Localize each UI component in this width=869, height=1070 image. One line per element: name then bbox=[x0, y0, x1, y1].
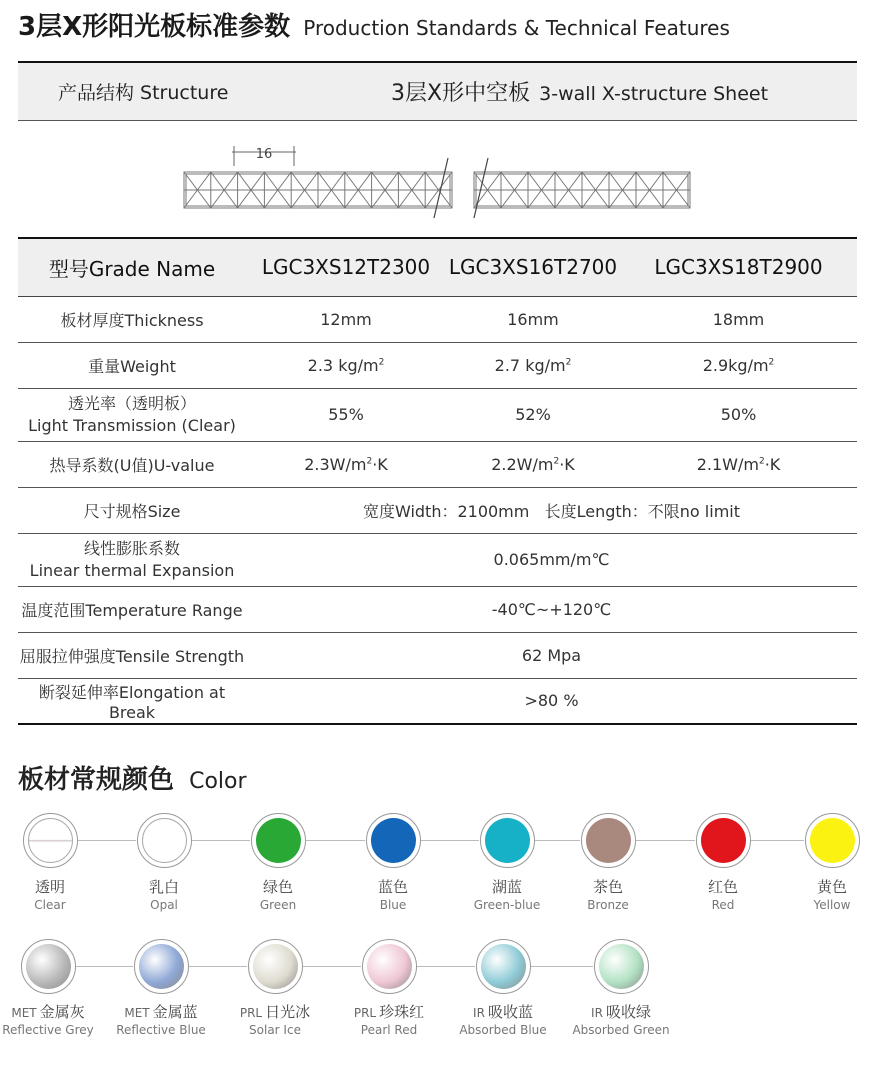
swatch-connector bbox=[531, 966, 593, 967]
structure-label: 产品结构 Structure bbox=[58, 82, 229, 104]
thickness-value-3: 18mm bbox=[620, 296, 857, 342]
elongation-label: 断裂延伸率Elongation at Break bbox=[18, 678, 246, 724]
uvalue-value-1 bbox=[246, 441, 446, 487]
swatch-connector bbox=[417, 966, 475, 967]
uvalue-text-3: 2.1W/m bbox=[696, 454, 759, 474]
color-label-en: Reflective Grey bbox=[2, 1023, 94, 1037]
row-size bbox=[18, 487, 857, 533]
uvalue-label: 热导系数(U值)U-value bbox=[18, 441, 246, 487]
swatch-connector bbox=[78, 840, 136, 841]
color-swatch bbox=[581, 813, 636, 868]
swatch-connector bbox=[76, 966, 133, 967]
row-thickness bbox=[18, 296, 857, 342]
color-swatch bbox=[248, 939, 303, 994]
color-label-cn: 茶色 bbox=[592, 878, 623, 896]
weight-label: 重量Weight bbox=[18, 342, 246, 388]
weight-text-2: 2.7 kg/m bbox=[494, 355, 566, 375]
color-label-cn: PRL 珍珠红 bbox=[353, 1003, 425, 1021]
color-swatch-fill bbox=[256, 818, 301, 863]
color-swatch-fill bbox=[139, 944, 184, 989]
color-label-en: Absorbed Blue bbox=[459, 1023, 547, 1037]
color-label-cn: MET 金属灰 bbox=[11, 1003, 85, 1021]
color-swatch bbox=[251, 813, 306, 868]
color-label-cn: PRL 日光冰 bbox=[239, 1003, 311, 1021]
color-label-en: Reflective Blue bbox=[116, 1023, 206, 1037]
transmission-label-en: Light Transmission (Clear) bbox=[28, 415, 236, 435]
transmission-value-3: 50% bbox=[620, 388, 857, 441]
thickness-value-1: 12mm bbox=[246, 296, 446, 342]
color-label-cn: 黄色 bbox=[816, 878, 847, 896]
cross-section-diagram bbox=[170, 136, 710, 226]
color-swatch bbox=[366, 813, 421, 868]
color-label-en: Opal bbox=[150, 898, 178, 912]
color-swatch bbox=[805, 813, 860, 868]
color-label-en: Absorbed Green bbox=[572, 1023, 670, 1037]
color-swatch-fill bbox=[810, 818, 855, 863]
swatch-connector bbox=[306, 840, 365, 841]
color-swatch-fill bbox=[367, 944, 412, 989]
color-title-cn: 板材常规颜色 bbox=[18, 765, 175, 795]
color-label-en: Red bbox=[711, 898, 735, 912]
transmission-label bbox=[18, 388, 246, 441]
color-swatch-fill bbox=[599, 944, 644, 989]
color-label-en: Clear bbox=[34, 898, 66, 912]
color-title-en: Color bbox=[189, 769, 247, 794]
row-temperature bbox=[18, 586, 857, 632]
color-label-prefix: IR bbox=[473, 1006, 485, 1020]
transmission-value-1: 55% bbox=[246, 388, 446, 441]
swatch-connector bbox=[189, 966, 247, 967]
color-label-en: Bronze bbox=[587, 898, 629, 912]
weight-sup-1: 2 bbox=[378, 357, 385, 368]
row-transmission bbox=[18, 388, 857, 441]
row-tensile bbox=[18, 632, 857, 678]
uvalue-suffix-1: ·K bbox=[372, 454, 388, 474]
swatch-connector bbox=[535, 840, 580, 841]
color-swatch-fill bbox=[28, 818, 73, 863]
color-swatch bbox=[23, 813, 78, 868]
expansion-value: 0.065mm/m℃ bbox=[246, 533, 857, 586]
color-swatch-fill bbox=[371, 818, 416, 863]
weight-value-1 bbox=[246, 342, 446, 388]
color-label-cn: 蓝色 bbox=[377, 878, 408, 896]
transmission-value-2: 52% bbox=[446, 388, 620, 441]
uvalue-text-2: 2.2W/m bbox=[491, 454, 554, 474]
uvalue-value-2 bbox=[446, 441, 620, 487]
color-label-prefix: MET bbox=[124, 1006, 150, 1020]
expansion-label-en: Linear thermal Expansion bbox=[29, 560, 235, 580]
weight-text-1: 2.3 kg/m bbox=[307, 355, 379, 375]
thickness-label: 板材厚度Thickness bbox=[18, 296, 246, 342]
table-header-row bbox=[18, 238, 857, 296]
row-weight bbox=[18, 342, 857, 388]
thickness-value-2: 16mm bbox=[446, 296, 620, 342]
row-elongation bbox=[18, 678, 857, 724]
temperature-label: 温度范围Temperature Range bbox=[18, 586, 246, 632]
weight-text-3: 2.9kg/m bbox=[702, 355, 769, 375]
color-label-cn: IR 吸收蓝 bbox=[473, 1003, 533, 1021]
color-label-en: Pearl Red bbox=[360, 1023, 418, 1037]
color-label-en: Yellow bbox=[813, 898, 851, 912]
elongation-value: >80 % bbox=[246, 678, 857, 724]
temperature-value: -40℃~+120℃ bbox=[246, 586, 857, 632]
weight-sup-2: 2 bbox=[565, 357, 572, 368]
color-label bbox=[762, 876, 869, 912]
uvalue-suffix-2: ·K bbox=[559, 454, 575, 474]
page-title-cn: 3层X形阳光板标准参数 bbox=[18, 12, 291, 42]
color-swatch-fill bbox=[26, 944, 71, 989]
color-label-en: Blue bbox=[379, 898, 407, 912]
model-1: LGC3XS12T2300 bbox=[246, 238, 446, 296]
structure-band bbox=[18, 63, 857, 120]
color-swatch-fill bbox=[701, 818, 746, 863]
color-swatch bbox=[476, 939, 531, 994]
page-title-en: Production Standards & Technical Features bbox=[303, 16, 730, 40]
page-title bbox=[18, 6, 730, 40]
color-label-cn: IR 吸收绿 bbox=[591, 1003, 651, 1021]
color-label-cn: 湖蓝 bbox=[491, 878, 522, 896]
swatch-connector bbox=[303, 966, 361, 967]
color-swatch bbox=[21, 939, 76, 994]
color-label-cn: 绿色 bbox=[262, 878, 293, 896]
color-label-prefix: MET bbox=[11, 1006, 37, 1020]
model-2: LGC3XS16T2700 bbox=[446, 238, 620, 296]
color-swatch bbox=[137, 813, 192, 868]
expansion-label bbox=[18, 533, 246, 586]
color-label-prefix: PRL bbox=[239, 1006, 263, 1020]
swatch-connector bbox=[192, 840, 250, 841]
color-label-prefix: IR bbox=[591, 1006, 603, 1020]
uvalue-text-1: 2.3W/m bbox=[304, 454, 367, 474]
uvalue-suffix-3: ·K bbox=[764, 454, 781, 474]
transmission-label-cn: 透光率（透明板） bbox=[67, 393, 196, 413]
weight-sup-3: 2 bbox=[768, 357, 775, 368]
color-label-en: Solar Ice bbox=[249, 1023, 301, 1037]
color-swatch bbox=[594, 939, 649, 994]
model-3: LGC3XS18T2900 bbox=[620, 238, 857, 296]
color-label-en: Green bbox=[259, 898, 297, 912]
structure-value-cn: 3层X形中空板 bbox=[391, 81, 531, 106]
color-swatch-fill bbox=[142, 818, 187, 863]
row-expansion bbox=[18, 533, 857, 586]
structure-rule bbox=[18, 120, 857, 121]
color-swatch-fill bbox=[253, 944, 298, 989]
swatch-connector bbox=[636, 840, 695, 841]
expansion-label-cn: 线性膨胀系数 bbox=[83, 538, 180, 558]
uvalue-value-3 bbox=[620, 441, 857, 487]
color-swatch bbox=[134, 939, 189, 994]
spec-table bbox=[18, 237, 857, 725]
color-swatch bbox=[696, 813, 751, 868]
color-label-en: Green-blue bbox=[473, 898, 541, 912]
color-swatch bbox=[362, 939, 417, 994]
color-label-cn: 乳白 bbox=[148, 878, 179, 896]
row-uvalue bbox=[18, 441, 857, 487]
color-label bbox=[551, 1001, 691, 1037]
weight-value-2 bbox=[446, 342, 620, 388]
tensile-label: 屈服拉伸强度Tensile Strength bbox=[18, 632, 246, 678]
color-label-cn: 红色 bbox=[707, 878, 738, 896]
color-label-cn: MET 金属蓝 bbox=[124, 1003, 198, 1021]
color-swatch bbox=[480, 813, 535, 868]
uvalue-sup-3: 2 bbox=[758, 456, 765, 467]
grade-name-label: 型号Grade Name bbox=[18, 238, 246, 296]
size-value: 宽度Width：2100mm 长度Length：不限no limit bbox=[246, 487, 857, 533]
color-swatch-fill bbox=[586, 818, 631, 863]
tensile-value: 62 Mpa bbox=[246, 632, 857, 678]
dimension-label: 16 bbox=[255, 147, 273, 162]
size-label: 尺寸规格Size bbox=[18, 487, 246, 533]
color-swatch-fill bbox=[485, 818, 530, 863]
structure-value-en: 3-wall X-structure Sheet bbox=[539, 83, 769, 105]
uvalue-sup-2: 2 bbox=[553, 456, 560, 467]
break-mark-left bbox=[434, 158, 448, 218]
structure-value bbox=[391, 76, 768, 107]
color-label-prefix: PRL bbox=[353, 1006, 377, 1020]
color-section-title bbox=[18, 759, 247, 796]
color-label-cn: 透明 bbox=[34, 878, 65, 896]
weight-value-3 bbox=[620, 342, 857, 388]
color-swatch-fill bbox=[481, 944, 526, 989]
uvalue-sup-1: 2 bbox=[366, 456, 373, 467]
swatch-connector bbox=[751, 840, 804, 841]
swatch-connector bbox=[421, 840, 479, 841]
